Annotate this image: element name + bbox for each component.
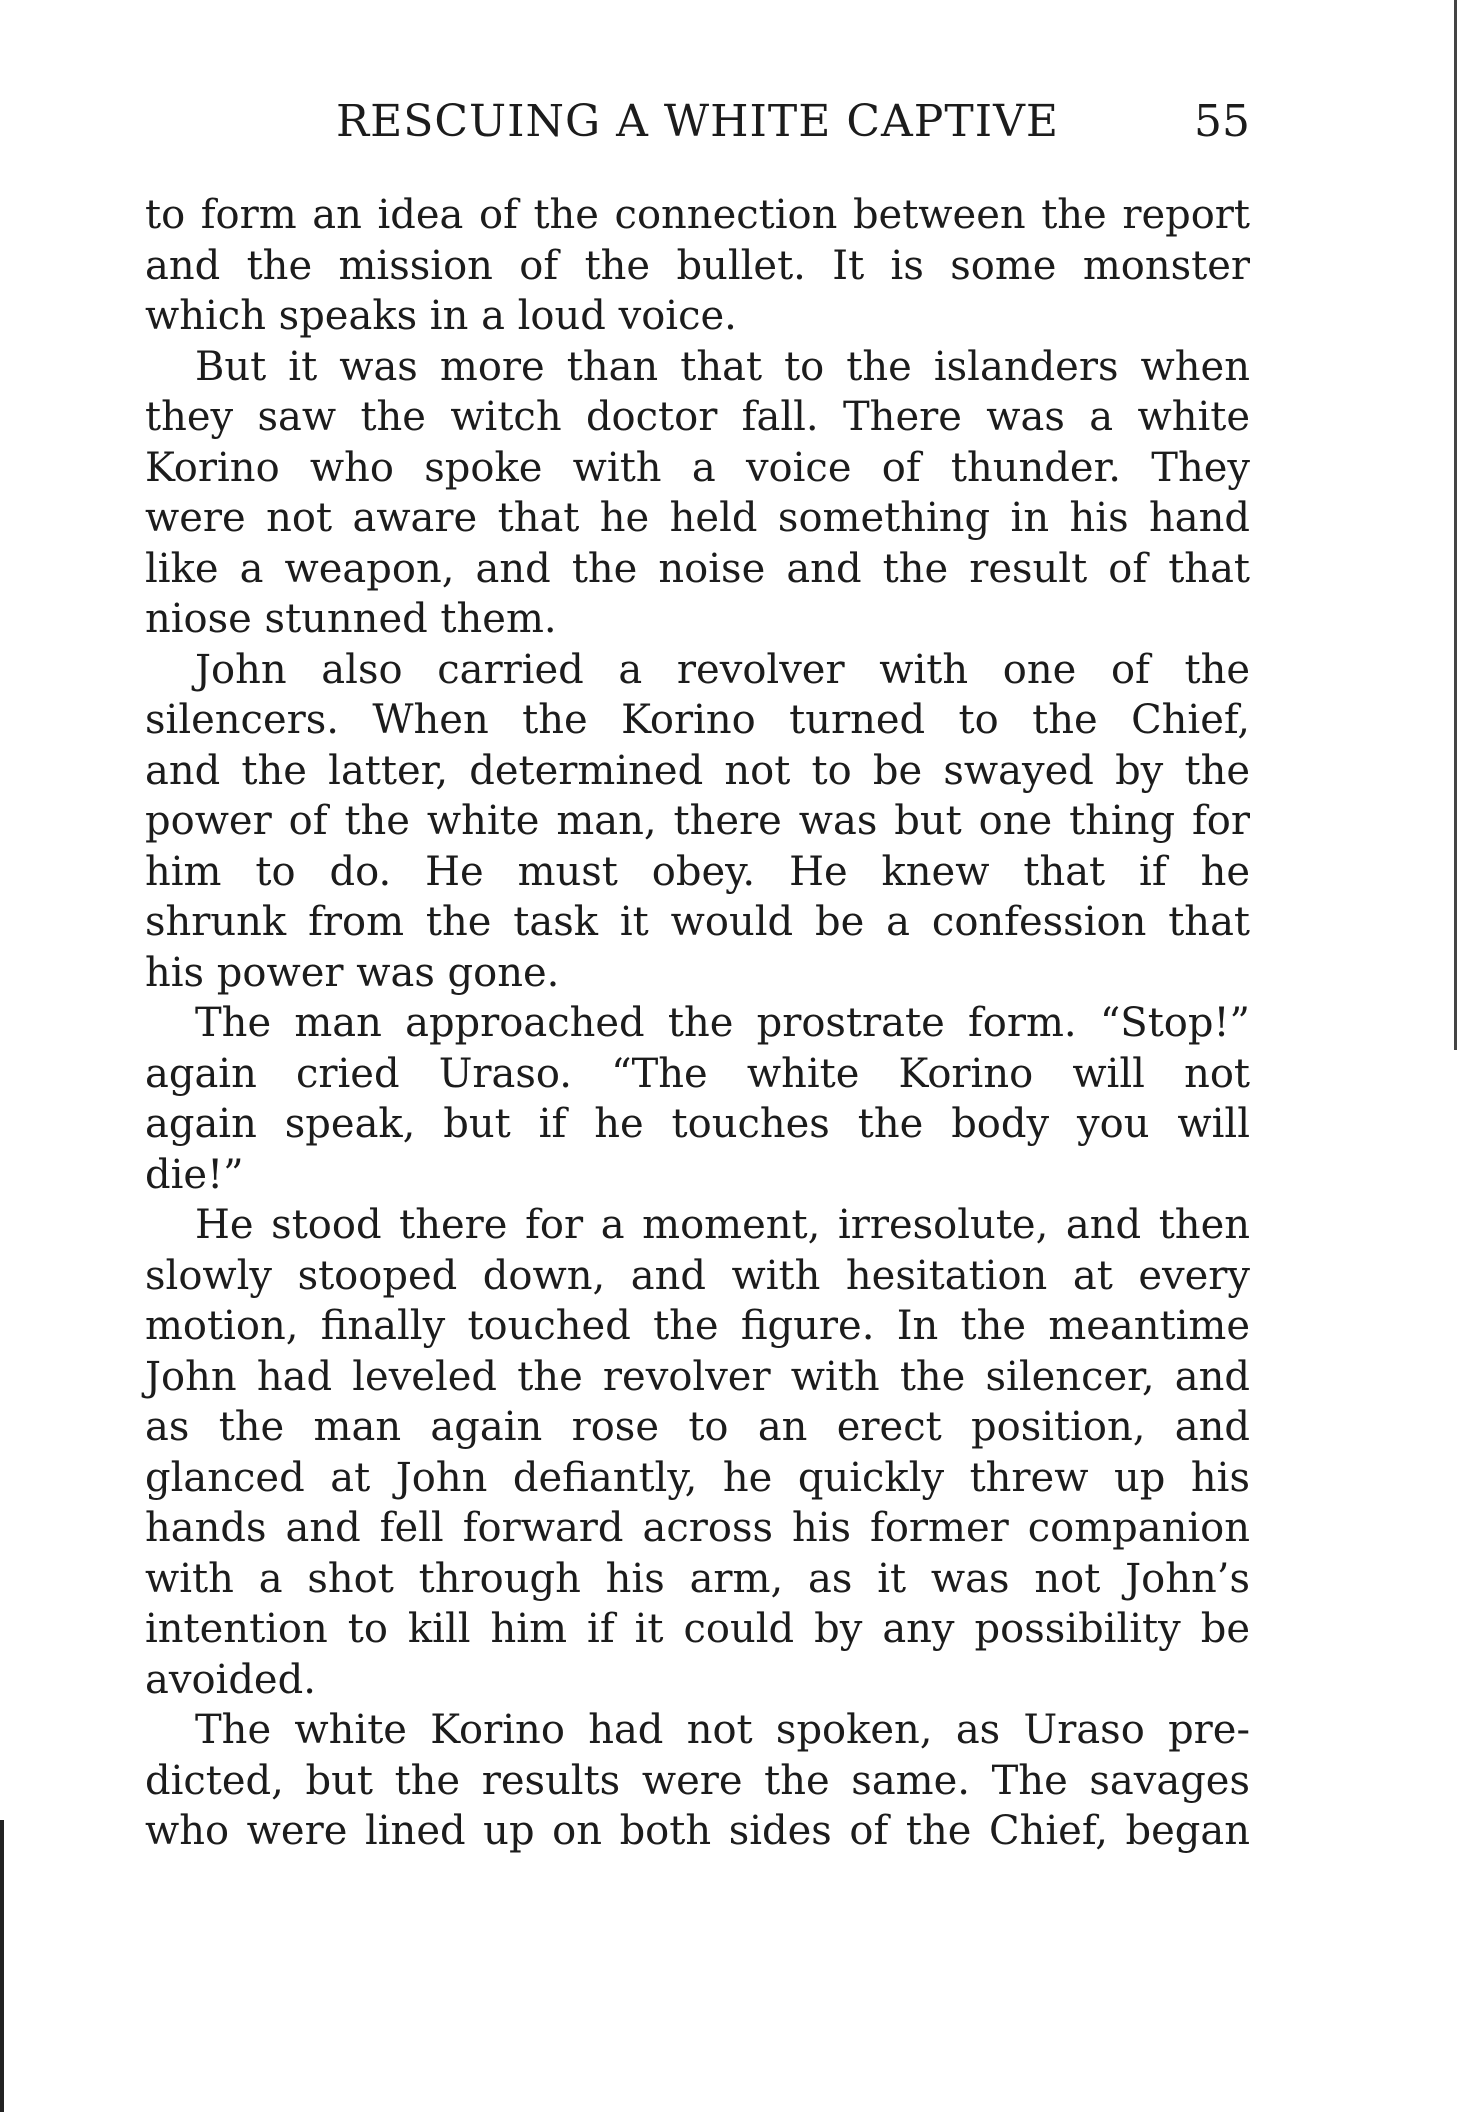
text-line: Korino who spoke with a voice of thunder. They <box>145 444 1250 491</box>
text-line: John had leveled the revolver with the silencer, and <box>145 1353 1250 1400</box>
text-line: like a weapon, and the noise and the result of that <box>145 545 1250 592</box>
text-line: glanced at John defiantly, he quickly threw up his <box>145 1454 1250 1501</box>
text-line: dicted, but the results were the same. The savages <box>145 1757 1250 1804</box>
text-line: silencers. When the Korino turned to the Chief, <box>145 697 1250 743</box>
text-line: He stood there for a moment, irresolute, and then <box>195 1202 1250 1248</box>
text-line: slowly stooped down, and with hesitation at every <box>145 1252 1250 1299</box>
text-line: The white Korino had not spoken, as Uraso pre- <box>195 1707 1250 1753</box>
text-line: which speaks in a loud voice. <box>145 293 737 339</box>
body-text <box>145 190 1250 1857</box>
text-line: who were lined up on both sides of the Chief, began <box>145 1808 1250 1854</box>
text-line: intention to kill him if it could by any possibility be <box>145 1606 1250 1652</box>
text-line: John also carried a revolver with one of the <box>195 646 1250 693</box>
running-head: RESCUING A WHITE CAPTIVE <box>335 96 1059 147</box>
text-line: die!” <box>145 1151 244 1198</box>
scan-binding-edge <box>0 1820 4 2112</box>
text-line: to form an idea of the connection between the report <box>145 192 1250 238</box>
text-line: niose stunned them. <box>145 596 557 642</box>
text-line: were not aware that he held something in his hand <box>145 495 1250 541</box>
text-line: with a shot through his arm, as it was not John’s <box>145 1555 1250 1602</box>
text-line: and the latter, determined not to be swayed by the <box>145 747 1250 794</box>
text-line: as the man again rose to an erect position, and <box>145 1404 1250 1450</box>
text-line: But it was more than that to the islanders when <box>195 343 1250 390</box>
text-line: motion, finally touched the figure. In the meantime <box>145 1303 1250 1349</box>
text-line: they saw the witch doctor fall. There was a white <box>145 394 1250 440</box>
text-line: shrunk from the task it would be a confession that <box>145 899 1250 945</box>
text-line: his power was gone. <box>145 949 560 996</box>
text-line: again cried Uraso. “The white Korino will not <box>145 1050 1250 1097</box>
text-line: again speak, but if he touches the body you will <box>145 1101 1250 1147</box>
text-line: and the mission of the bullet. It is some monster <box>145 242 1250 289</box>
page-number: 55 <box>1194 96 1250 147</box>
text-line: power of the white man, there was but one thing for <box>145 798 1250 844</box>
text-line: avoided. <box>145 1656 316 1703</box>
page-header <box>145 92 1250 152</box>
text-line: him to do. He must obey. He knew that if he <box>145 848 1250 895</box>
text-line: hands and fell forward across his former companion <box>145 1505 1250 1551</box>
text-line: The man approached the prostrate form. “Stop!” <box>195 1000 1250 1046</box>
